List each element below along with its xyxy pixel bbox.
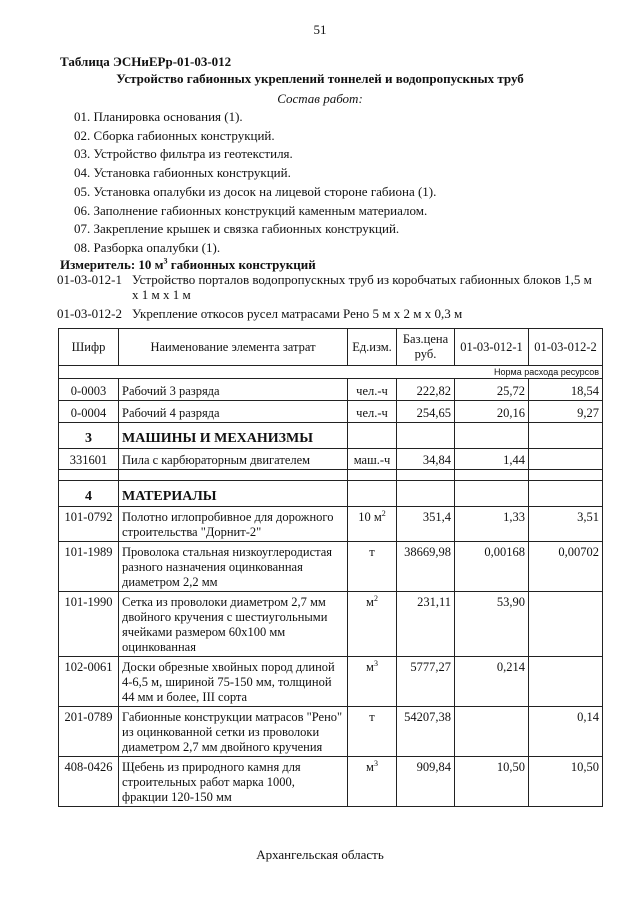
row-name: Рабочий 3 разряда (119, 379, 348, 401)
row-name: Пила с карбюраторным двигателем (119, 449, 348, 470)
row-unit (348, 542, 397, 592)
empty-cell (397, 470, 455, 481)
row-value-1: 53,90 (455, 592, 529, 657)
table-row (59, 657, 603, 707)
meter-line (60, 257, 316, 273)
code-line (57, 306, 463, 322)
row-code: 408-0426 (59, 757, 119, 807)
table-row (59, 401, 603, 423)
row-unit (348, 507, 397, 542)
header-name: Наименование элемента затрат (119, 329, 348, 366)
row-price: 909,84 (397, 757, 455, 807)
row-price: 254,65 (397, 401, 455, 423)
work-item: 08. Разборка опалубки (1). (74, 239, 221, 255)
unit-text: чел.-ч (356, 406, 388, 420)
row-value-2 (529, 657, 603, 707)
row-unit (348, 657, 397, 707)
row-price: 231,11 (397, 592, 455, 657)
row-name: Рабочий 4 разряда (119, 401, 348, 423)
table-row (59, 542, 603, 592)
unit-text: т (369, 710, 375, 724)
row-price: 54207,38 (397, 707, 455, 757)
table-row (59, 592, 603, 657)
empty-cell (529, 423, 603, 449)
table-title: Таблица ЭСНиЕРр-01-03-012 (60, 54, 232, 69)
unit-text: м (366, 760, 374, 774)
meter-sup: 3 (163, 256, 168, 266)
row-price: 5777,27 (397, 657, 455, 707)
unit-sup: 3 (373, 758, 378, 768)
table-row (59, 379, 603, 401)
row-code: 0-0003 (59, 379, 119, 401)
unit-sup: 2 (381, 508, 386, 518)
row-unit (348, 401, 397, 423)
row-unit (348, 449, 397, 470)
meter-prefix: Измеритель: 10 м (60, 257, 164, 272)
row-name: Доски обрезные хвойных пород длиной 4-6,5 м, шириной 75-150 мм, толщиной 44 мм и более, III сорта (119, 657, 348, 707)
work-item: 03. Устройство фильтра из геотекстиля. (74, 146, 293, 162)
row-code: 101-1989 (59, 542, 119, 592)
code-description: Укрепление откосов русел матрасами Рено 5 м х 2 м х 0,3 м (132, 306, 463, 321)
unit-text: м (366, 660, 374, 674)
section-number: 3 (59, 423, 119, 449)
row-value-2: 0,00702 (529, 542, 603, 592)
code-id: 01-03-012-1 (57, 272, 122, 287)
row-value-2: 10,50 (529, 757, 603, 807)
header-col2: 01-03-012-2 (529, 329, 603, 366)
work-item: 04. Установка габионных конструкций. (74, 165, 291, 181)
work-item: 05. Установка опалубки из досок на лицевой стороне габиона (1). (74, 183, 437, 199)
row-value-2: 3,51 (529, 507, 603, 542)
work-items-list (74, 108, 436, 258)
row-price: 34,84 (397, 449, 455, 470)
empty-cell (397, 481, 455, 507)
spacer-row (59, 470, 603, 481)
row-name: Проволока стальная низкоуглеродистая разного назначения оцинкованная диаметром 2,2 мм (119, 542, 348, 592)
row-value-1 (455, 707, 529, 757)
empty-cell (529, 481, 603, 507)
row-value-1: 25,72 (455, 379, 529, 401)
row-name: Щебень из природного камня для строительных работ марка 1000, фракции 120-150 мм (119, 757, 348, 807)
code-id: 01-03-012-2 (57, 306, 122, 321)
row-value-1: 20,16 (455, 401, 529, 423)
unit-sup: 2 (373, 593, 378, 603)
norm-row (59, 366, 603, 379)
row-code: 0-0004 (59, 401, 119, 423)
empty-cell (455, 423, 529, 449)
header-price: Баз.цена руб. (397, 329, 455, 366)
row-name: Сетка из проволоки диаметром 2,7 мм двойного кручения с шестиугольными ячейками размером 60х100 мм оцинкованная (119, 592, 348, 657)
unit-text: т (369, 545, 375, 559)
row-unit (348, 379, 397, 401)
section-title: МАТЕРИАЛЫ (119, 481, 348, 507)
header-col1: 01-03-012-1 (455, 329, 529, 366)
row-code: 102-0061 (59, 657, 119, 707)
row-price: 351,4 (397, 507, 455, 542)
row-value-2: 18,54 (529, 379, 603, 401)
row-value-2 (529, 592, 603, 657)
table-row (59, 449, 603, 470)
section-row (59, 423, 603, 449)
section-title: МАШИНЫ И МЕХАНИЗМЫ (119, 423, 348, 449)
row-code: 101-1990 (59, 592, 119, 657)
work-item: 01. Планировка основания (1). (74, 109, 243, 124)
row-value-1: 1,44 (455, 449, 529, 470)
row-unit (348, 757, 397, 807)
section-number: 4 (59, 481, 119, 507)
table-header-row (59, 329, 603, 366)
row-price: 38669,98 (397, 542, 455, 592)
header-code: Шифр (59, 329, 119, 366)
code-line (57, 272, 592, 302)
row-value-1: 0,214 (455, 657, 529, 707)
section-row (59, 481, 603, 507)
row-name: Полотно иглопробивное для дорожного строительства "Дорнит-2" (119, 507, 348, 542)
row-value-1: 1,33 (455, 507, 529, 542)
resource-table (58, 328, 603, 807)
empty-cell (529, 470, 603, 481)
unit-text: м (366, 595, 374, 609)
row-code: 101-0792 (59, 507, 119, 542)
row-price: 222,82 (397, 379, 455, 401)
unit-text: чел.-ч (356, 384, 388, 398)
header-unit: Ед.изм. (348, 329, 397, 366)
unit-sup: 3 (373, 658, 378, 668)
row-value-2 (529, 449, 603, 470)
row-unit (348, 707, 397, 757)
work-item: 07. Закрепление крышек и связка габионных конструкций. (74, 221, 400, 237)
empty-cell (455, 481, 529, 507)
row-value-1: 10,50 (455, 757, 529, 807)
unit-text: маш.-ч (353, 453, 391, 467)
unit-text: 10 м (358, 510, 382, 524)
empty-cell (397, 423, 455, 449)
table-row (59, 757, 603, 807)
table-row (59, 707, 603, 757)
row-unit (348, 592, 397, 657)
empty-cell (119, 470, 348, 481)
empty-cell (348, 423, 397, 449)
empty-cell (455, 470, 529, 481)
empty-cell (348, 481, 397, 507)
code-description: Устройство порталов водопропускных труб из коробчатых габионных блоков 1,5 м х 1 м х 1 м (132, 272, 592, 302)
norm-label: Норма расхода ресурсов (59, 366, 603, 379)
row-value-2: 0,14 (529, 707, 603, 757)
row-value-2: 9,27 (529, 401, 603, 423)
meter-suffix: габионных конструкций (167, 257, 316, 272)
row-name: Габионные конструкции матрасов "Рено" из оцинкованной сетки из проволоки диаметром 2,7 мм двойного кручения (119, 707, 348, 757)
empty-cell (348, 470, 397, 481)
row-code: 201-0789 (59, 707, 119, 757)
row-code: 331601 (59, 449, 119, 470)
page-number: 51 (313, 22, 327, 37)
page-footer: Архангельская область (256, 847, 384, 862)
work-item: 06. Заполнение габионных конструкций каменным материалом. (74, 202, 428, 218)
empty-cell (59, 470, 119, 481)
table-row (59, 507, 603, 542)
work-item: 02. Сборка габионных конструкций. (74, 127, 275, 143)
table-subtitle: Устройство габионных укреплений тоннелей и водопропускных труб (116, 71, 524, 86)
work-composition-title: Состав работ: (277, 91, 363, 106)
row-value-1: 0,00168 (455, 542, 529, 592)
